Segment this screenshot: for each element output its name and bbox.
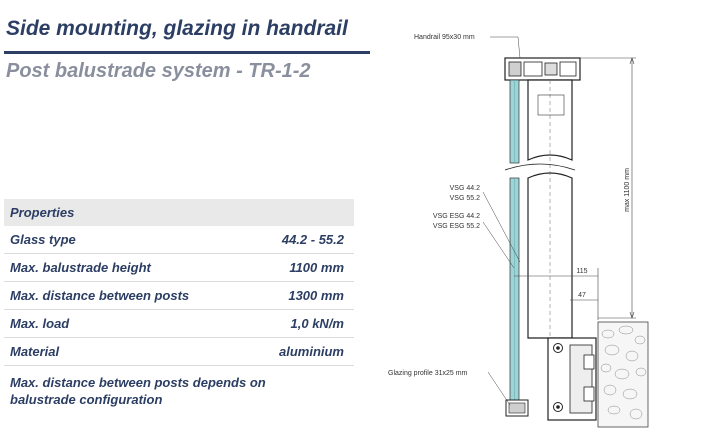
property-label: Glass type (4, 226, 250, 254)
table-row (4, 226, 354, 254)
glazing-profile-label: Glazing profile 31x25 mm (388, 370, 468, 377)
footnote: Max. distance between posts depends on balustrade configuration (10, 375, 266, 407)
table-row (4, 338, 354, 366)
property-label: Max. load (4, 310, 250, 338)
property-value: 1300 mm (250, 282, 354, 310)
property-value: 44.2 - 55.2 (250, 226, 354, 254)
table-row (4, 254, 354, 282)
break-line (505, 164, 575, 170)
glass-label: VSG ESG 55.2 (432, 223, 480, 230)
property-label: Max. distance between posts (4, 282, 250, 310)
property-value: 1100 mm (250, 254, 354, 282)
property-label: Material (4, 338, 250, 366)
property-value: aluminium (250, 338, 354, 366)
post-profile (528, 80, 572, 338)
handrail-label: Handrail 95x30 mm (414, 34, 475, 41)
title-divider (4, 51, 370, 54)
page-title: Side mounting, glazing in handrail (6, 17, 348, 40)
base-bracket (548, 338, 596, 420)
glass-panel (510, 80, 519, 400)
height-label: max 1100 mm (624, 168, 631, 212)
glazing-profile (506, 400, 528, 416)
properties-header-row (4, 199, 354, 226)
property-label: Max. balustrade height (4, 254, 250, 282)
dimension-47-label: 47 (578, 292, 586, 299)
technical-drawing (380, 20, 704, 442)
dimension-115-label: 115 (576, 268, 588, 275)
properties-table (4, 199, 354, 366)
table-row (4, 310, 354, 338)
glass-label: VSG 55.2 (449, 195, 480, 202)
page-subtitle: Post balustrade system - TR-1-2 (6, 60, 311, 82)
glass-label: VSG ESG 44.2 (432, 213, 480, 220)
wall-hatch (598, 322, 648, 427)
properties-header: Properties (4, 199, 354, 226)
handrail-profile (505, 58, 580, 80)
table-row (4, 282, 354, 310)
property-value: 1,0 kN/m (250, 310, 354, 338)
glass-label: VSG 44.2 (449, 185, 480, 192)
